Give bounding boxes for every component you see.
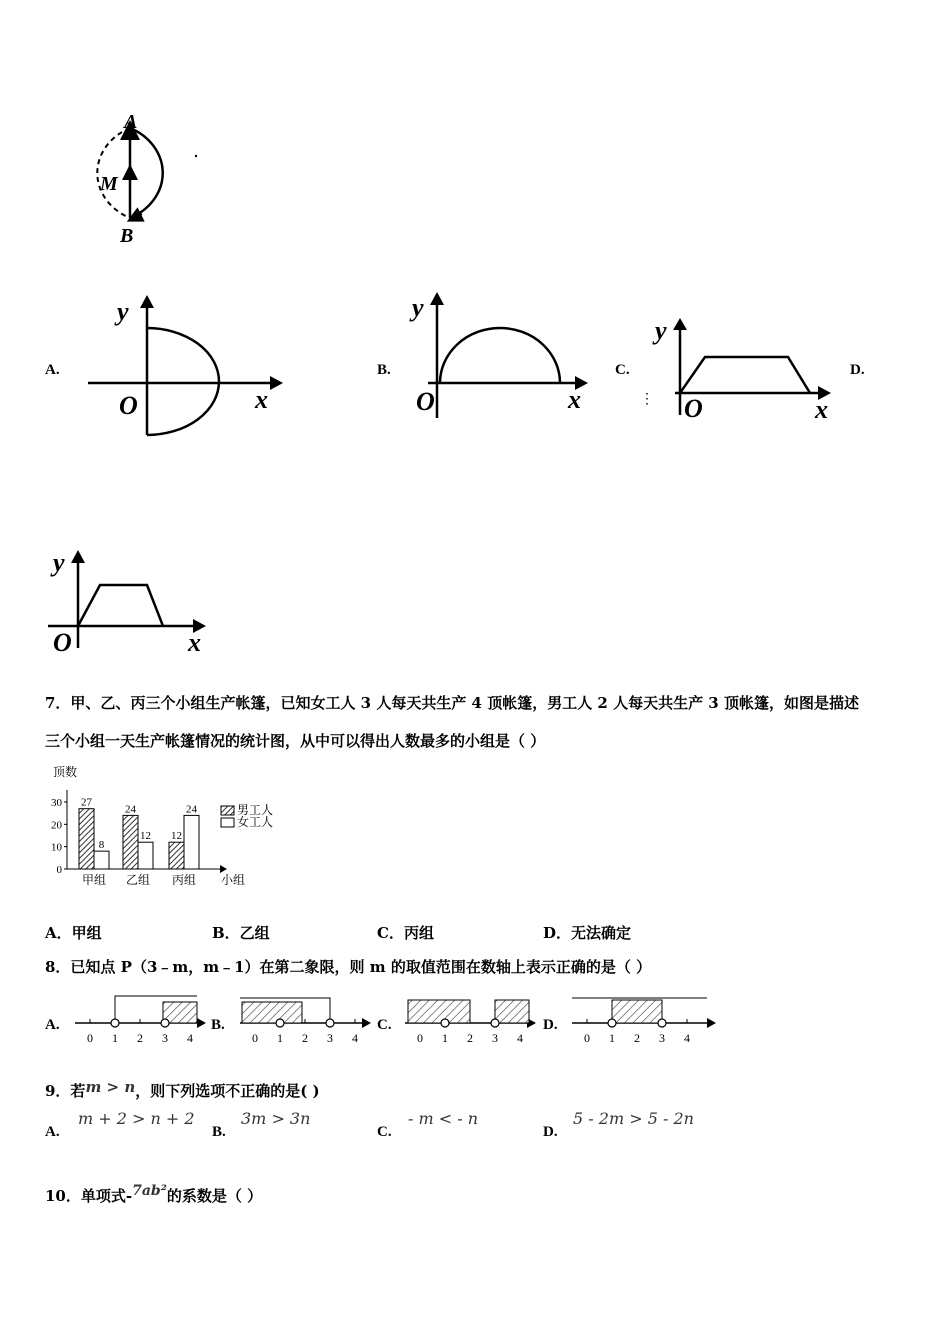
chart-category-label: 乙组 (125, 873, 151, 887)
number-line-tick-label: 1 (112, 1031, 118, 1045)
range-hatch (242, 1002, 302, 1023)
chart-bar-value: 12 (171, 830, 182, 843)
graph-a-origin-label: O (119, 391, 138, 420)
number-line-tick-label: 4 (352, 1031, 358, 1045)
chart-y-tick-label: 30 (51, 797, 62, 809)
number-line-tick-label: 4 (517, 1031, 523, 1045)
chart-bar-value: 27 (81, 796, 92, 809)
number-line-tick-label: 4 (187, 1031, 193, 1045)
point-a-label: A (124, 111, 138, 133)
chart-bar (184, 815, 199, 869)
chart-y-tick-label: 20 (51, 819, 62, 832)
open-circle (111, 1019, 119, 1027)
number-line-tick-label: 2 (467, 1031, 473, 1045)
q9-option-d[interactable] (543, 1124, 558, 1141)
number-line-tick-label: 2 (302, 1031, 308, 1045)
chart-legend-label: 女工人 (237, 815, 274, 829)
q9-stem-math: m > n (85, 1078, 136, 1096)
number-line-tick-label: 2 (137, 1031, 143, 1045)
graph-b (410, 290, 600, 425)
q6-option-a[interactable]: A. (45, 362, 60, 378)
chart-bar (169, 842, 184, 869)
q8-option-c[interactable]: C. (377, 1017, 392, 1033)
q9-stem (45, 1076, 320, 1102)
q9-option-b[interactable] (212, 1124, 226, 1141)
q8-option-b[interactable]: B. (211, 1017, 225, 1033)
graph-c-x-label: x (815, 395, 828, 424)
q6-option-d[interactable]: D. (850, 362, 865, 378)
chart-y-tick-label: 0 (56, 864, 62, 876)
q6-option-b[interactable]: B. (377, 362, 391, 378)
q9-option-d-math: 5 - 2m > 5 - 2n (573, 1109, 694, 1128)
number-line-tick-label: 0 (87, 1031, 93, 1045)
chart-bar-value: 24 (125, 803, 136, 816)
point-b-label: B (120, 225, 134, 247)
graph-d-y-label: y (53, 548, 65, 577)
chart-bar-value: 8 (98, 839, 105, 852)
number-line-b (240, 990, 375, 1050)
chart-bar (123, 815, 138, 869)
svg-text:⋮: ⋮ (640, 392, 654, 407)
graph-b-origin-label: O (416, 387, 435, 416)
graph-c (640, 315, 840, 425)
number-line-arrow (707, 1018, 716, 1028)
graph-a-x-label: x (255, 385, 268, 414)
graph-d-x-label: x (188, 628, 201, 657)
q7-option-b[interactable]: B．乙组 (212, 924, 270, 942)
q10-suffix: 的系数是（ ） (166, 1187, 263, 1205)
number-line-tick-label: 0 (252, 1031, 258, 1045)
q9-option-a-label: A. (45, 1124, 60, 1140)
graph-d-origin-label: O (53, 628, 72, 657)
number-line-tick-label: 2 (634, 1031, 640, 1045)
number-line-tick-label: 1 (442, 1031, 448, 1045)
open-circle (276, 1019, 284, 1027)
q10-prefix: 10．单项式- (45, 1187, 133, 1205)
graph-a (85, 290, 295, 440)
number-line-tick-label: 0 (584, 1031, 590, 1045)
q8-option-a[interactable]: A. (45, 1017, 60, 1033)
chart-y-label: 顶数 (53, 765, 78, 779)
number-line-a (75, 990, 210, 1050)
circle-motion-figure (60, 110, 210, 250)
q7-option-d[interactable]: D．无法确定 (543, 924, 632, 942)
q9-option-c-label: C. (377, 1124, 392, 1140)
number-line-tick-label: 0 (417, 1031, 423, 1045)
q7-bar-chart (45, 762, 295, 892)
chart-bar-value: 24 (186, 803, 197, 816)
graph-b-x-label: x (568, 385, 581, 414)
chart-bar (79, 809, 94, 869)
range-hatch (495, 1000, 529, 1023)
number-line-arrow (197, 1018, 206, 1028)
chart-x-label: 小组 (220, 873, 246, 887)
graph-d (45, 545, 225, 660)
number-line-tick-label: 3 (327, 1031, 333, 1045)
chart-bar-value: 12 (140, 830, 151, 843)
graph-a-y-label: y (117, 297, 129, 326)
number-line-tick-label: 3 (492, 1031, 498, 1045)
graph-c-origin-label: O (684, 394, 703, 423)
range-hatch (612, 1000, 662, 1023)
q8-option-d[interactable]: D. (543, 1017, 558, 1033)
q9-option-a-math: m + 2 > n + 2 (78, 1109, 195, 1128)
chart-bar (138, 842, 153, 869)
chart-legend-swatch (221, 818, 234, 827)
number-line-tick-label: 4 (684, 1031, 690, 1045)
number-line-tick-label: 3 (162, 1031, 168, 1045)
chart-legend-swatch (221, 806, 234, 815)
chart-bar (94, 851, 109, 869)
graph-b-y-label: y (412, 293, 424, 322)
chart-category-label: 丙组 (171, 873, 197, 887)
open-circle (608, 1019, 616, 1027)
q10-stem (45, 1180, 262, 1207)
q7-option-a[interactable]: A．甲组 (45, 924, 102, 942)
graph-c-y-label: y (655, 316, 667, 345)
open-circle (658, 1019, 666, 1027)
q9-option-a[interactable] (45, 1124, 60, 1141)
q9-option-c-math: - m < - n (408, 1109, 479, 1128)
q10-math: 7ab² (132, 1183, 167, 1199)
range-hatch (408, 1000, 470, 1023)
q7-stem-line2: 三个小组一天生产帐篷情况的统计图，从中可以得出人数最多的小组是（ ） (45, 732, 546, 750)
open-circle (441, 1019, 449, 1027)
number-line-arrow (362, 1018, 371, 1028)
number-line-tick-label: 1 (277, 1031, 283, 1045)
q9-option-b-math: 3m > 3n (241, 1109, 311, 1128)
q7-stem-line1: 7．甲、乙、丙三个小组生产帐篷，已知女工人 3 人每天共生产 4 顶帐篷，男工人 2 人每天共生产 3 顶帐篷，如图是描述 (45, 694, 859, 712)
number-line-c (405, 990, 540, 1050)
number-line-d (572, 990, 712, 1050)
q9-option-b-label: B. (212, 1124, 226, 1140)
q9-stem-prefix: 9．若 (45, 1082, 86, 1100)
number-line-tick-label: 1 (609, 1031, 615, 1045)
point-m-label: M (100, 173, 118, 195)
open-circle (326, 1019, 334, 1027)
open-circle (491, 1019, 499, 1027)
chart-legend-label: 男工人 (237, 803, 274, 817)
chart-x-arrow (220, 865, 227, 873)
open-circle (161, 1019, 169, 1027)
chart-y-tick-label: 10 (51, 841, 62, 854)
chart-category-label: 甲组 (81, 873, 107, 887)
number-line-tick-label: 3 (659, 1031, 665, 1045)
q9-stem-suffix: ，则下列选项不正确的是( ) (135, 1082, 320, 1100)
q9-option-d-label: D. (543, 1124, 558, 1140)
q8-stem: 8．已知点 P（3﹣m，m﹣1）在第二象限，则 m 的取值范围在数轴上表示正确的是（ ） (45, 958, 652, 976)
q9-option-c[interactable] (377, 1124, 392, 1141)
q7-option-c[interactable]: C．丙组 (377, 924, 434, 942)
q6-option-c[interactable]: C. (615, 362, 630, 378)
